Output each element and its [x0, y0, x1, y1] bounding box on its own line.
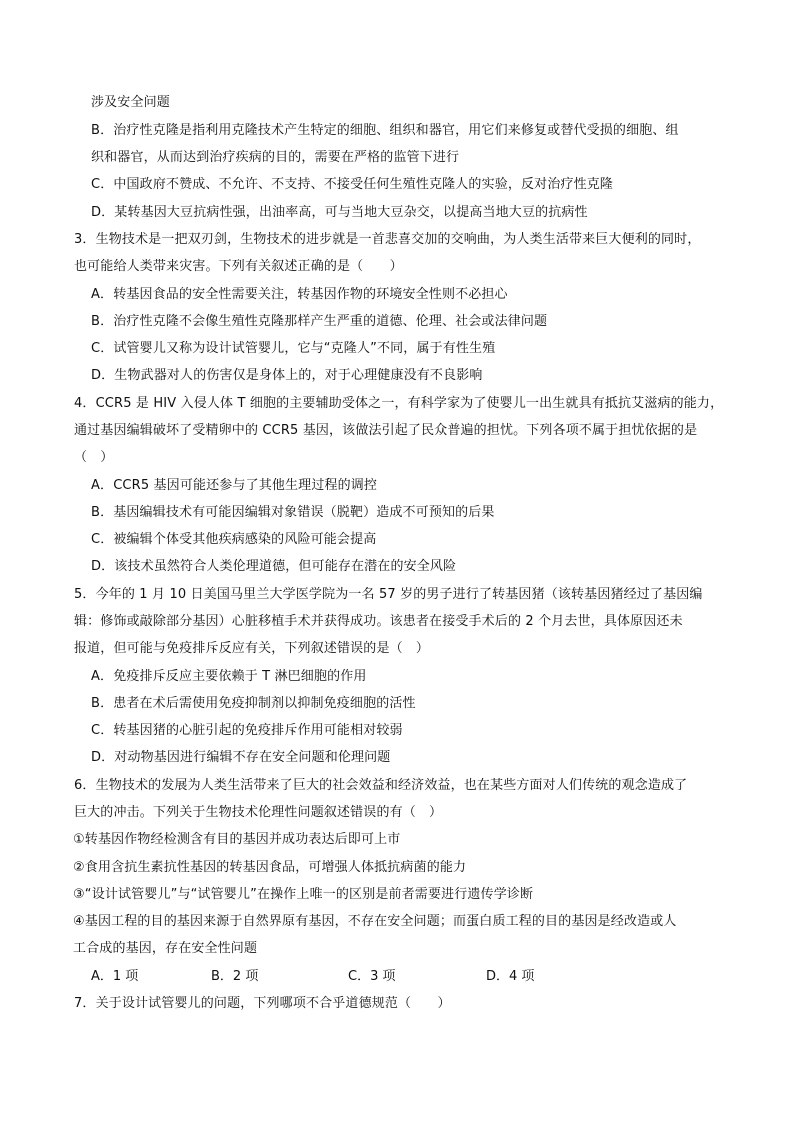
q6-option-a: A．1 项 — [91, 969, 139, 984]
q5-option-d: D．对动物基因进行编辑不存在安全问题和伦理问题 — [91, 750, 391, 765]
text-line: 巨大的冲击。下列关于生物技术伦理性问题叙述错误的有（ ） — [74, 805, 443, 820]
q2-option-d: D．某转基因大豆抗病性强，出油率高，可与当地大豆杂交，以提高当地大豆的抗病性 — [91, 205, 588, 220]
text-line: 通过基因编辑破坏了受精卵中的 CCR5 基因，该做法引起了民众普遍的担忧。下列各项不属于担忧依据的是 — [74, 423, 698, 438]
q2-option-c: C．中国政府不赞成、不允许、不支持、不接受任何生殖性克隆人的实验，反对治疗性克隆 — [91, 177, 614, 192]
q6-option-b: B．2 项 — [211, 969, 259, 984]
q3-option-b: B．治疗性克隆不会像生殖性克隆那样产生严重的道德、伦理、社会或法律问题 — [91, 314, 548, 329]
q3-option-c: C．试管婴儿又称为设计试管婴儿，它与“克隆人”不同，属于有性生殖 — [91, 341, 496, 356]
q5-option-a: A．免疫排斥反应主要依赖于 T 淋巴细胞的作用 — [91, 669, 367, 684]
q4-option-d: D．该技术虽然符合人类伦理道德，但可能存在潜在的安全风险 — [91, 559, 457, 574]
q4-option-b: B．基因编辑技术有可能因编辑对象错误（脱靶）造成不可预知的后果 — [91, 505, 495, 520]
question-3-stem: 3．生物技术是一把双刃剑，生物技术的进步就是一首悲喜交加的交响曲，为人类生活带来巨大便利的同时， — [74, 232, 701, 247]
text-line: 涉及安全问题 — [91, 95, 170, 110]
question-7-stem: 7．关于设计试管婴儿的问题，下列哪项不合乎道德规范（ ） — [74, 996, 451, 1011]
q6-statement-3: ③“设计试管婴儿”与“试管婴儿”在操作上唯一的区别是前者需要进行遗传学诊断 — [73, 887, 534, 902]
text-line: （ ） — [74, 450, 114, 465]
q5-option-c: C．转基因猪的心脏引起的免疫排斥作用可能相对较弱 — [91, 723, 403, 738]
q3-option-d: D．生物武器对人的伤害仅是身体上的，对于心理健康没有不良影响 — [91, 368, 483, 383]
q6-statement-1: ①转基因作物经检测含有目的基因并成功表达后即可上市 — [73, 832, 401, 847]
q4-option-c: C．被编辑个体受其他疾病感染的风险可能会提高 — [91, 532, 377, 547]
q3-option-a: A．转基因食品的安全性需要关注，转基因作物的环境安全性则不必担心 — [91, 287, 508, 302]
text-line: 辑：修饰或敲除部分基因）心脏移植手术并获得成功。该患者在接受手术后的 2 个月去世，具体原因还未 — [74, 614, 683, 629]
text-line: 也可能给人类带来灾害。下列有关叙述正确的是（ ） — [74, 259, 403, 274]
question-5-stem: 5．今年的 1 月 10 日美国马里兰大学医学院为一名 57 岁的男子进行了转基因猪（该转基因猪经过了基因编 — [74, 587, 703, 602]
q2-option-b: B．治疗性克隆是指利用克隆技术产生特定的细胞、组织和器官，用它们来修复或替代受损的细胞、组 — [91, 123, 679, 138]
question-4-stem: 4．CCR5 是 HIV 入侵人体 T 细胞的主要辅助受体之一，有科学家为了使婴儿一出生就具有抵抗艾滋病的能力， — [74, 396, 724, 411]
text-line: 报道，但可能与免疫排斥反应有关，下列叙述错误的是（ ） — [74, 641, 430, 656]
q6-option-c: C．3 项 — [348, 969, 396, 984]
question-6-stem: 6．生物技术的发展为人类生活带来了巨大的社会效益和经济效益，也在某些方面对人们传统的观念造成了 — [74, 778, 688, 793]
q6-statement-2: ②食用含抗生素抗性基因的转基因食品，可增强人体抵抗病菌的能力 — [73, 860, 467, 875]
q4-option-a: A．CCR5 基因可能还参与了其他生理过程的调控 — [91, 478, 378, 493]
q5-option-b: B．患者在术后需使用免疫抑制剂以抑制免疫细胞的活性 — [91, 696, 416, 711]
text-line: 工合成的基因，存在安全性问题 — [73, 941, 258, 956]
q6-statement-4: ④基因工程的目的基因来源于自然界原有基因，不存在安全问题；而蛋白质工程的目的基因是经改造或人 — [73, 914, 677, 929]
text-line: 织和器官，从而达到治疗疾病的目的，需要在严格的监管下进行 — [91, 150, 460, 165]
q6-option-d: D．4 项 — [486, 969, 535, 984]
